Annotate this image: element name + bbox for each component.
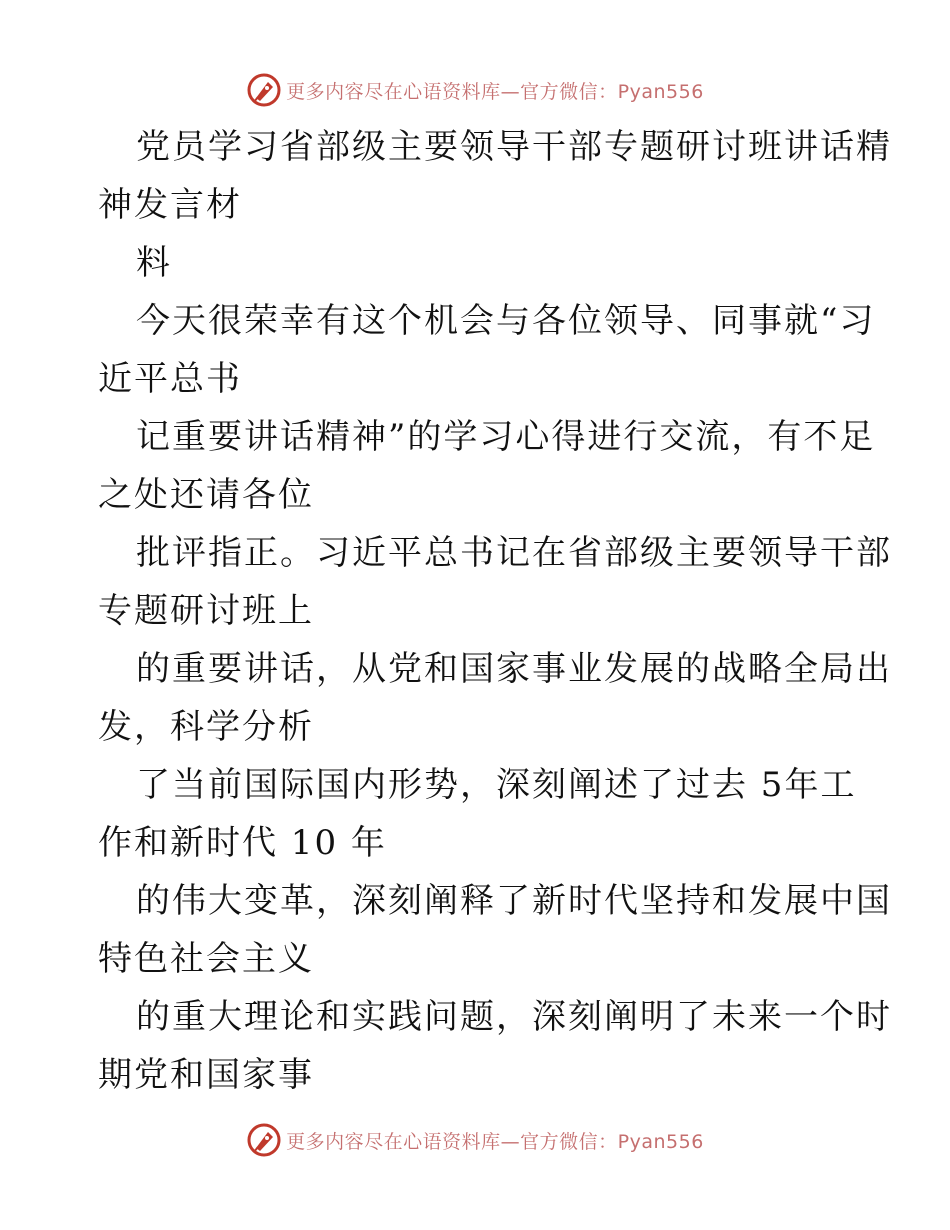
body-text-line: 的重要讲话，从党和国家事业发展的战略全局出 bbox=[136, 649, 892, 689]
body-text-line: 神发言材 bbox=[98, 185, 242, 225]
body-text-line: 的伟大变革，深刻阐释了新时代坚持和发展中国 bbox=[136, 881, 892, 921]
body-text-line: 专题研讨班上 bbox=[98, 591, 314, 631]
body-text-line: 料 bbox=[136, 243, 172, 283]
body-text-line: 今天很荣幸有这个机会与各位领导、同事就“习 bbox=[136, 301, 876, 341]
body-text-line: 了当前国际国内形势，深刻阐述了过去 5年工 bbox=[136, 765, 857, 805]
body-text-line: 作和新时代 10 年 bbox=[98, 823, 387, 863]
header-watermark bbox=[0, 70, 950, 110]
body-text-line: 之处还请各位 bbox=[98, 475, 314, 515]
body-text-line: 近平总书 bbox=[98, 359, 242, 399]
pen-nib-logo-icon bbox=[246, 72, 282, 108]
body-text-line: 党员学习省部级主要领导干部专题研讨班讲话精 bbox=[136, 127, 892, 167]
document-body bbox=[98, 118, 892, 1104]
body-text-line: 发，科学分析 bbox=[98, 707, 314, 747]
body-text-line: 特色社会主义 bbox=[98, 939, 314, 979]
watermark-text: 更多内容尽在心语资料库—官方微信：Pyan556 bbox=[286, 80, 704, 103]
body-text-line: 批评指正。习近平总书记在省部级主要领导干部 bbox=[136, 533, 892, 573]
pen-nib-logo-icon bbox=[246, 1122, 282, 1158]
footer-watermark bbox=[0, 1120, 950, 1160]
body-text-line: 记重要讲话精神”的学习心得进行交流，有不足 bbox=[136, 417, 876, 457]
watermark-text: 更多内容尽在心语资料库—官方微信：Pyan556 bbox=[286, 1130, 704, 1153]
body-text-line: 期党和国家事 bbox=[98, 1055, 314, 1095]
body-text-line: 的重大理论和实践问题，深刻阐明了未来一个时 bbox=[136, 997, 892, 1037]
